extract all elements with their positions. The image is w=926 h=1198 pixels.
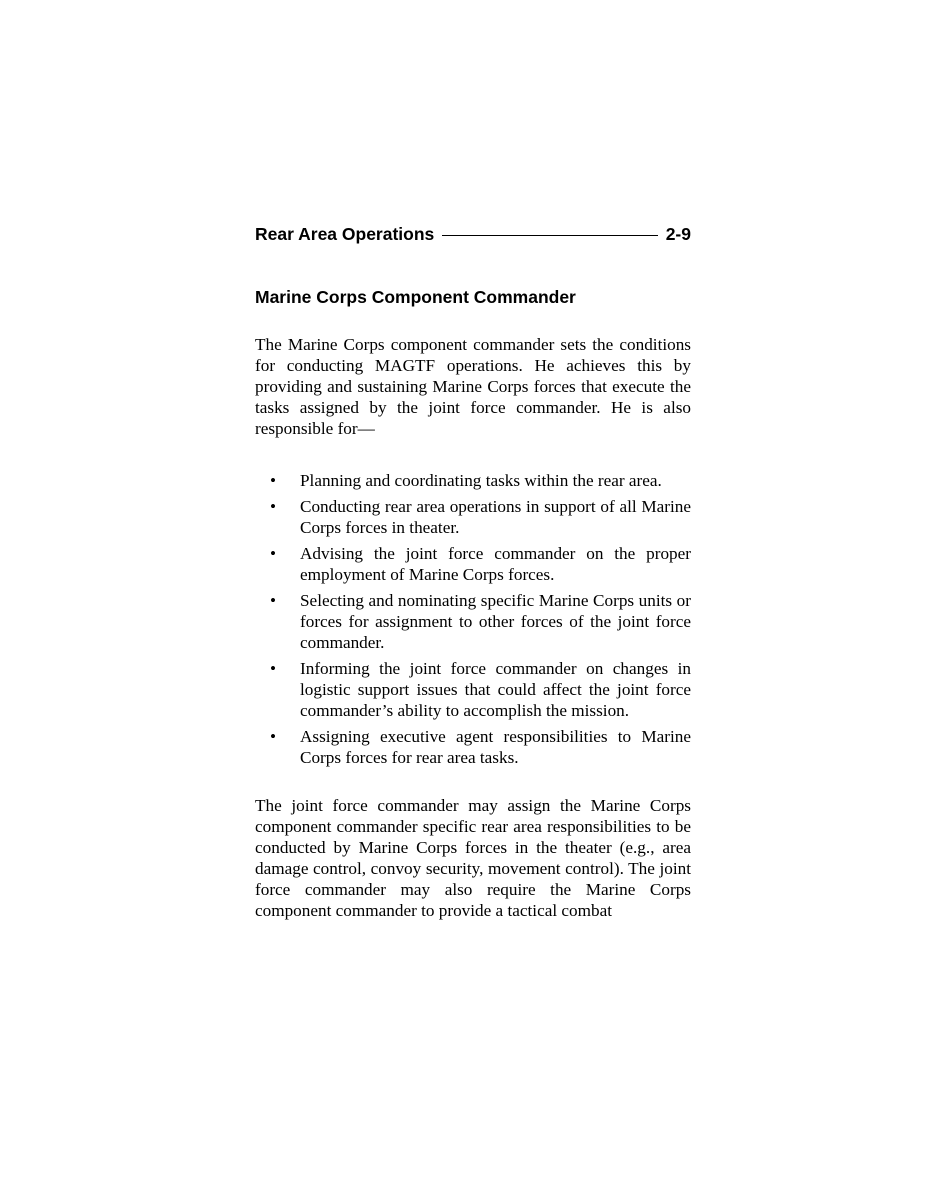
page-number: 2-9	[665, 224, 691, 244]
list-item	[255, 726, 691, 768]
intro-paragraph: The Marine Corps component commander sets the conditions for conducting MAGTF operations. He achieves this by providing and sustaining Marine Corps forces that execute the tasks assigned by the joint force commander. He is also responsible for—	[255, 335, 691, 438]
bullet-icon: •	[270, 659, 277, 678]
list-item	[255, 496, 691, 538]
list-item-text: Conducting rear area operations in support of all Marine Corps forces in theater.	[300, 497, 691, 537]
list-item	[255, 543, 691, 585]
list-item-text: Assigning executive agent responsibilities to Marine Corps forces for rear area tasks.	[300, 727, 691, 767]
list-item	[255, 658, 691, 721]
bullet-icon: •	[270, 727, 277, 746]
list-item-text: Planning and coordinating tasks within the rear area.	[300, 471, 662, 490]
list-item-text: Selecting and nominating specific Marine Corps units or forces for assignment to other forces of the joint force commander.	[300, 591, 691, 652]
header-rule	[442, 235, 657, 236]
bullet-icon: •	[270, 591, 277, 610]
list-item-text: Advising the joint force commander on the proper employment of Marine Corps forces.	[300, 544, 691, 584]
responsibilities-list	[255, 470, 691, 768]
section-heading: Marine Corps Component Commander	[255, 287, 576, 307]
running-header	[255, 224, 691, 244]
list-item	[255, 590, 691, 653]
bullet-icon: •	[270, 544, 277, 563]
list-item	[255, 470, 691, 491]
bullet-icon: •	[270, 471, 277, 490]
document-page	[255, 224, 691, 921]
header-title: Rear Area Operations	[255, 224, 435, 244]
bullet-icon: •	[270, 497, 277, 516]
closing-paragraph: The joint force commander may assign the Marine Corps component commander specific rear area responsibilities to be conducted by Marine Corps forces in the theater (e.g., area damage control, convoy security, movement control). The joint force commander may also require the Marine Corps component commander to provide a tactical combat	[255, 796, 691, 920]
list-item-text: Informing the joint force commander on changes in logistic support issues that could affect the joint force commander’s ability to accomplish the mission.	[300, 659, 691, 720]
